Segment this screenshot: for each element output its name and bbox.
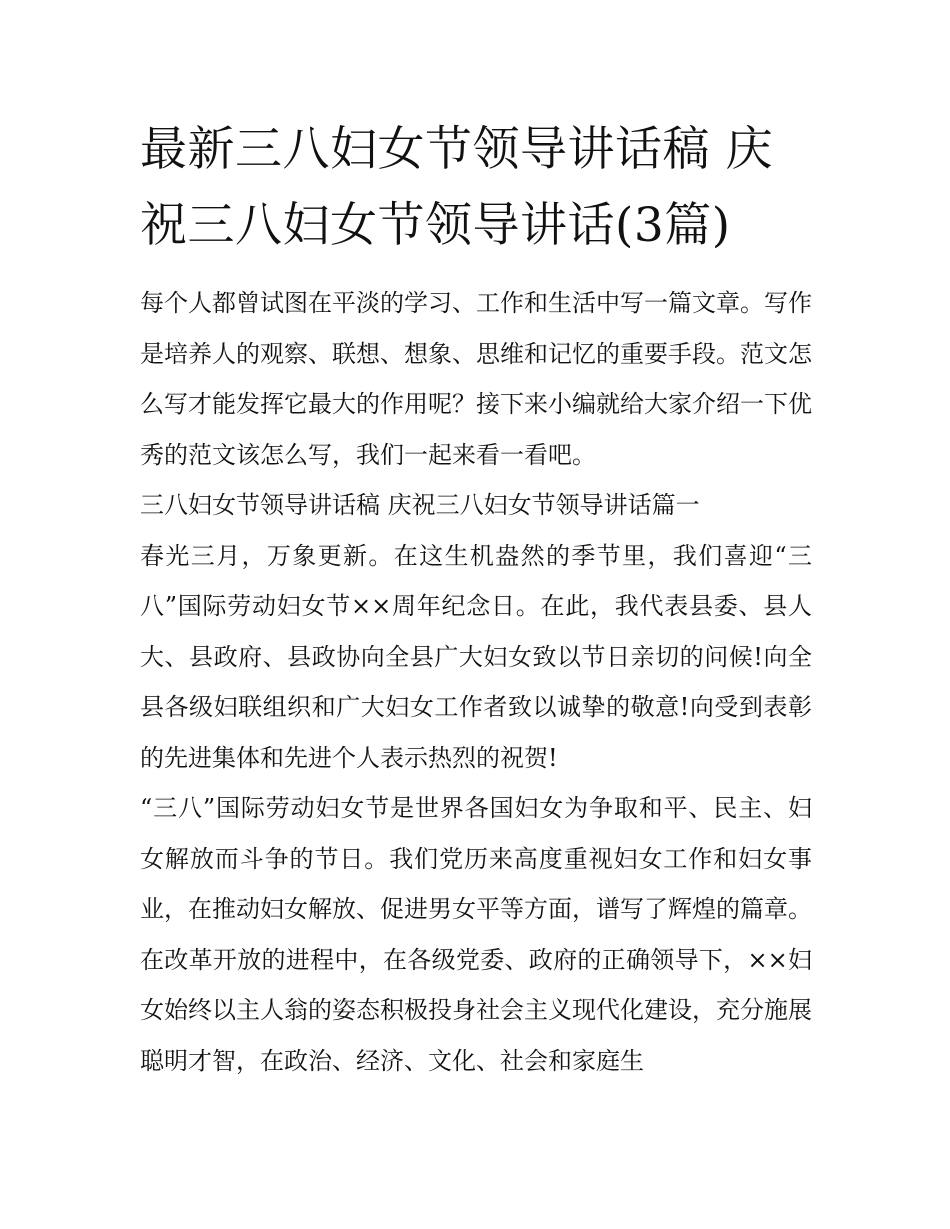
body-paragraph-1: 春光三月，万象更新。在这生机盎然的季节里，我们喜迎“三八”国际劳动妇女节××周年纪念日。在此，我代表县委、县人大、县政府、县政协向全县广大妇女致以节日亲切的问候!向全县各级妇联组织和广大妇女工作者致以诚挚的敬意!向受到表彰的先进集体和先进个人表示热烈的祝贺! [140, 541, 812, 772]
document-page [140, 112, 812, 1086]
body-paragraph-2: “三八”国际劳动妇女节是世界各国妇女为争取和平、民主、妇女解放而斗争的节日。我们党历来高度重视妇女工作和妇女事业，在推动妇女解放、促进男女平等方面，谱写了辉煌的篇章。在改革开放的进程中，在各级党委、政府的正确领导下，××妇女始终以主人翁的姿态积极投身社会主义现代化建设，充分施展聪明才智，在政治、经济、文化、社会和家庭生 [140, 794, 812, 1075]
section-heading: 三八妇女节领导讲话稿 庆祝三八妇女节领导讲话篇一 [140, 491, 700, 519]
document-title: 最新三八妇女节领导讲话稿 庆祝三八妇女节领导讲话(3篇) [140, 122, 773, 253]
intro-paragraph: 每个人都曾试图在平淡的学习、工作和生活中写一篇文章。写作是培养人的观察、联想、想象、思维和记忆的重要手段。范文怎么写才能发挥它最大的作用呢？接下来小编就给大家介绍一下优秀的范文该怎么写，我们一起来看一看吧。 [140, 289, 812, 469]
